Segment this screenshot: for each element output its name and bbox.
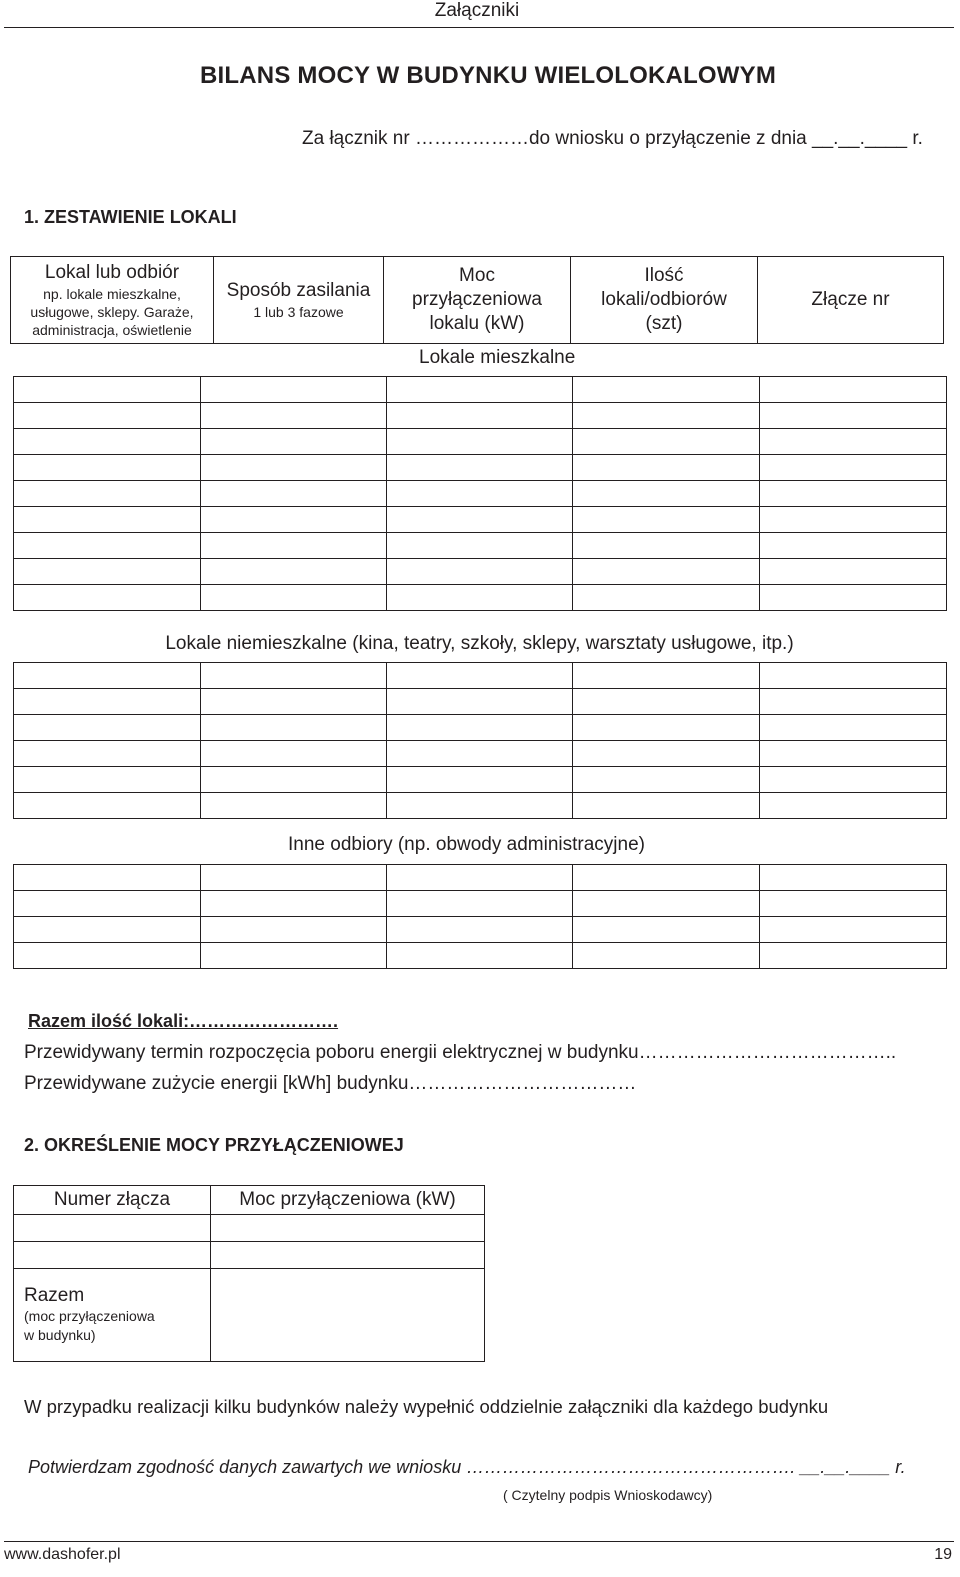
cell[interactable] [573, 455, 760, 481]
total-value-cell[interactable] [211, 1269, 485, 1362]
table-row [14, 481, 947, 507]
cell[interactable] [573, 429, 760, 455]
col-header-supply [214, 257, 384, 344]
other-grid [13, 864, 947, 969]
cell[interactable] [760, 377, 947, 403]
col-header-connection-power: Moc przyłączeniowa (kW) [211, 1186, 485, 1215]
attachment-subtitle: Za łącznik nr ………………do wniosku o przyłączenie z dnia __.__.____ r. [302, 128, 923, 149]
table-row [14, 793, 947, 819]
cell[interactable] [387, 865, 573, 891]
signature-label: ( Czytelny podpis Wnioskodawcy) [503, 1487, 713, 1503]
cell[interactable] [387, 715, 573, 741]
cell[interactable] [201, 741, 387, 767]
cell[interactable] [573, 865, 760, 891]
table-row [14, 403, 947, 429]
cell[interactable] [760, 663, 947, 689]
cell[interactable] [760, 481, 947, 507]
cell[interactable] [760, 865, 947, 891]
footer-site[interactable]: www.dashofer.pl [4, 1546, 121, 1563]
col-header-connector [758, 257, 944, 344]
cell[interactable] [760, 429, 947, 455]
cell[interactable] [760, 533, 947, 559]
confirmation-line: Potwierdzam zgodność danych zawartych we wniosku ………………………………………………. __.__.____ r. [28, 1457, 906, 1477]
running-header: Załączniki [434, 0, 520, 21]
cell[interactable] [201, 377, 387, 403]
table-row [14, 429, 947, 455]
cell[interactable] [387, 481, 573, 507]
cell[interactable] [760, 585, 947, 611]
cell[interactable] [14, 943, 201, 969]
table-row [14, 1215, 485, 1242]
page-number: 19 [934, 1546, 952, 1563]
cell[interactable] [14, 1242, 211, 1269]
table-row [14, 559, 947, 585]
cell[interactable] [387, 559, 573, 585]
cell[interactable] [387, 403, 573, 429]
cell[interactable] [573, 481, 760, 507]
cell[interactable] [387, 585, 573, 611]
cell[interactable] [14, 865, 201, 891]
header-divider [4, 27, 954, 28]
cell[interactable] [760, 559, 947, 585]
total-units-label: Razem ilość lokali:……………………. [28, 1011, 339, 1031]
cell[interactable] [201, 455, 387, 481]
units-header-table [10, 256, 944, 344]
cell[interactable] [573, 715, 760, 741]
cell[interactable] [14, 715, 201, 741]
cell[interactable] [573, 689, 760, 715]
cell[interactable] [760, 689, 947, 715]
cell[interactable] [201, 481, 387, 507]
table-row [14, 663, 947, 689]
table-header-row [14, 1186, 485, 1215]
col-header-count [571, 257, 758, 344]
table-row [14, 767, 947, 793]
group-label-residential: Lokale mieszkalne [419, 347, 576, 368]
start-term-line: Przewidywany termin rozpoczęcia poboru energii elektrycznej w budynku………………………………….. [24, 1042, 897, 1063]
cell[interactable] [573, 585, 760, 611]
cell[interactable] [211, 1242, 485, 1269]
table-row [14, 865, 947, 891]
cell[interactable] [14, 403, 201, 429]
cell[interactable] [14, 429, 201, 455]
cell[interactable] [201, 559, 387, 585]
residential-grid [13, 376, 947, 611]
cell[interactable] [201, 507, 387, 533]
cell[interactable] [201, 429, 387, 455]
cell[interactable] [14, 533, 201, 559]
cell[interactable] [387, 741, 573, 767]
cell[interactable] [201, 767, 387, 793]
cell[interactable] [573, 507, 760, 533]
cell[interactable] [573, 663, 760, 689]
cell[interactable] [201, 917, 387, 943]
cell[interactable] [14, 507, 201, 533]
cell[interactable] [201, 715, 387, 741]
cell[interactable] [760, 891, 947, 917]
cell[interactable] [573, 403, 760, 429]
multi-building-note: W przypadku realizacji kilku budynków należy wypełnić oddzielnie załączniki dla każdego budynku [24, 1396, 829, 1417]
cell[interactable] [573, 559, 760, 585]
cell[interactable] [201, 793, 387, 819]
cell[interactable] [14, 1215, 211, 1242]
cell[interactable] [201, 943, 387, 969]
table-row [14, 715, 947, 741]
cell[interactable] [14, 689, 201, 715]
cell[interactable] [387, 429, 573, 455]
cell[interactable] [211, 1215, 485, 1242]
cell[interactable] [760, 507, 947, 533]
nonresidential-grid [13, 662, 947, 819]
cell[interactable] [14, 585, 201, 611]
table-row [14, 507, 947, 533]
total-sub-label-2: w budynku) [24, 1327, 96, 1343]
cell[interactable] [14, 663, 201, 689]
total-label: Razem [24, 1285, 85, 1306]
cell[interactable] [14, 481, 201, 507]
col-header-supply-sub: 1 lub 3 fazowe [253, 304, 344, 320]
cell[interactable] [201, 689, 387, 715]
table-row [14, 533, 947, 559]
total-label-cell [14, 1269, 211, 1362]
total-sub-label-1: (moc przyłączeniowa [24, 1308, 155, 1324]
section1-heading: 1. ZESTAWIENIE LOKALI [24, 207, 237, 227]
col-header-connector-number: Numer złącza [14, 1186, 211, 1215]
cell[interactable] [760, 793, 947, 819]
cell[interactable] [387, 767, 573, 793]
cell[interactable] [573, 533, 760, 559]
cell[interactable] [760, 455, 947, 481]
col-header-connector-main: Złącze nr [811, 289, 890, 310]
table-row [14, 585, 947, 611]
table-row [14, 455, 947, 481]
table-row [14, 943, 947, 969]
cell[interactable] [387, 793, 573, 819]
cell[interactable] [760, 403, 947, 429]
table-row [14, 891, 947, 917]
cell[interactable] [760, 767, 947, 793]
cell[interactable] [573, 793, 760, 819]
col-header-power [384, 257, 571, 344]
col-header-supply-main: Sposób zasilania [226, 280, 371, 301]
cell[interactable] [14, 767, 201, 793]
col-header-unit [11, 257, 214, 344]
group-label-other: Inne odbiory (np. obwody administracyjne) [288, 834, 645, 855]
cell[interactable] [387, 507, 573, 533]
cell[interactable] [14, 917, 201, 943]
cell[interactable] [387, 689, 573, 715]
consumption-line: Przewidywane zużycie energii [kWh] budynku……………………………… [24, 1073, 637, 1094]
table-row [14, 741, 947, 767]
section2-heading: 2. OKREŚLENIE MOCY PRZYŁĄCZENIOWEJ [24, 1135, 404, 1155]
cell[interactable] [201, 663, 387, 689]
page-title: BILANS MOCY W BUDYNKU WIELOLOKALOWYM [200, 62, 777, 89]
cell[interactable] [201, 891, 387, 917]
cell[interactable] [201, 865, 387, 891]
footer-divider [4, 1541, 954, 1542]
col-header-power-main: Moc przyłączeniowa lokalu (kW) [412, 265, 542, 334]
cell[interactable] [573, 741, 760, 767]
cell[interactable] [387, 891, 573, 917]
cell[interactable] [387, 455, 573, 481]
cell[interactable] [760, 943, 947, 969]
cell[interactable] [760, 741, 947, 767]
cell[interactable] [387, 377, 573, 403]
cell[interactable] [201, 533, 387, 559]
cell[interactable] [14, 377, 201, 403]
col-header-unit-main: Lokal lub odbiór [44, 262, 180, 283]
cell[interactable] [760, 715, 947, 741]
cell[interactable] [14, 793, 201, 819]
cell[interactable] [14, 891, 201, 917]
col-header-unit-sub: np. lokale mieszkalne, usługowe, sklepy. Garaże, administracja, oświetlenie [30, 286, 194, 338]
table-row [14, 1242, 485, 1269]
cell[interactable] [14, 741, 201, 767]
table-row [14, 917, 947, 943]
cell[interactable] [573, 917, 760, 943]
col-header-count-main: Ilość lokali/odbiorów (szt) [601, 265, 727, 334]
cell[interactable] [14, 455, 201, 481]
total-row [14, 1269, 485, 1362]
group-label-nonresidential: Lokale niemieszkalne (kina, teatry, szkoły, sklepy, warsztaty usługowe, itp.) [165, 633, 794, 654]
cell[interactable] [760, 917, 947, 943]
cell[interactable] [387, 917, 573, 943]
cell[interactable] [387, 943, 573, 969]
connection-power-table [13, 1185, 485, 1362]
cell[interactable] [573, 377, 760, 403]
table-row [14, 689, 947, 715]
cell[interactable] [201, 585, 387, 611]
cell[interactable] [201, 403, 387, 429]
cell[interactable] [387, 663, 573, 689]
cell[interactable] [387, 533, 573, 559]
cell[interactable] [573, 891, 760, 917]
cell[interactable] [573, 943, 760, 969]
table-row [14, 377, 947, 403]
cell[interactable] [573, 767, 760, 793]
cell[interactable] [14, 559, 201, 585]
